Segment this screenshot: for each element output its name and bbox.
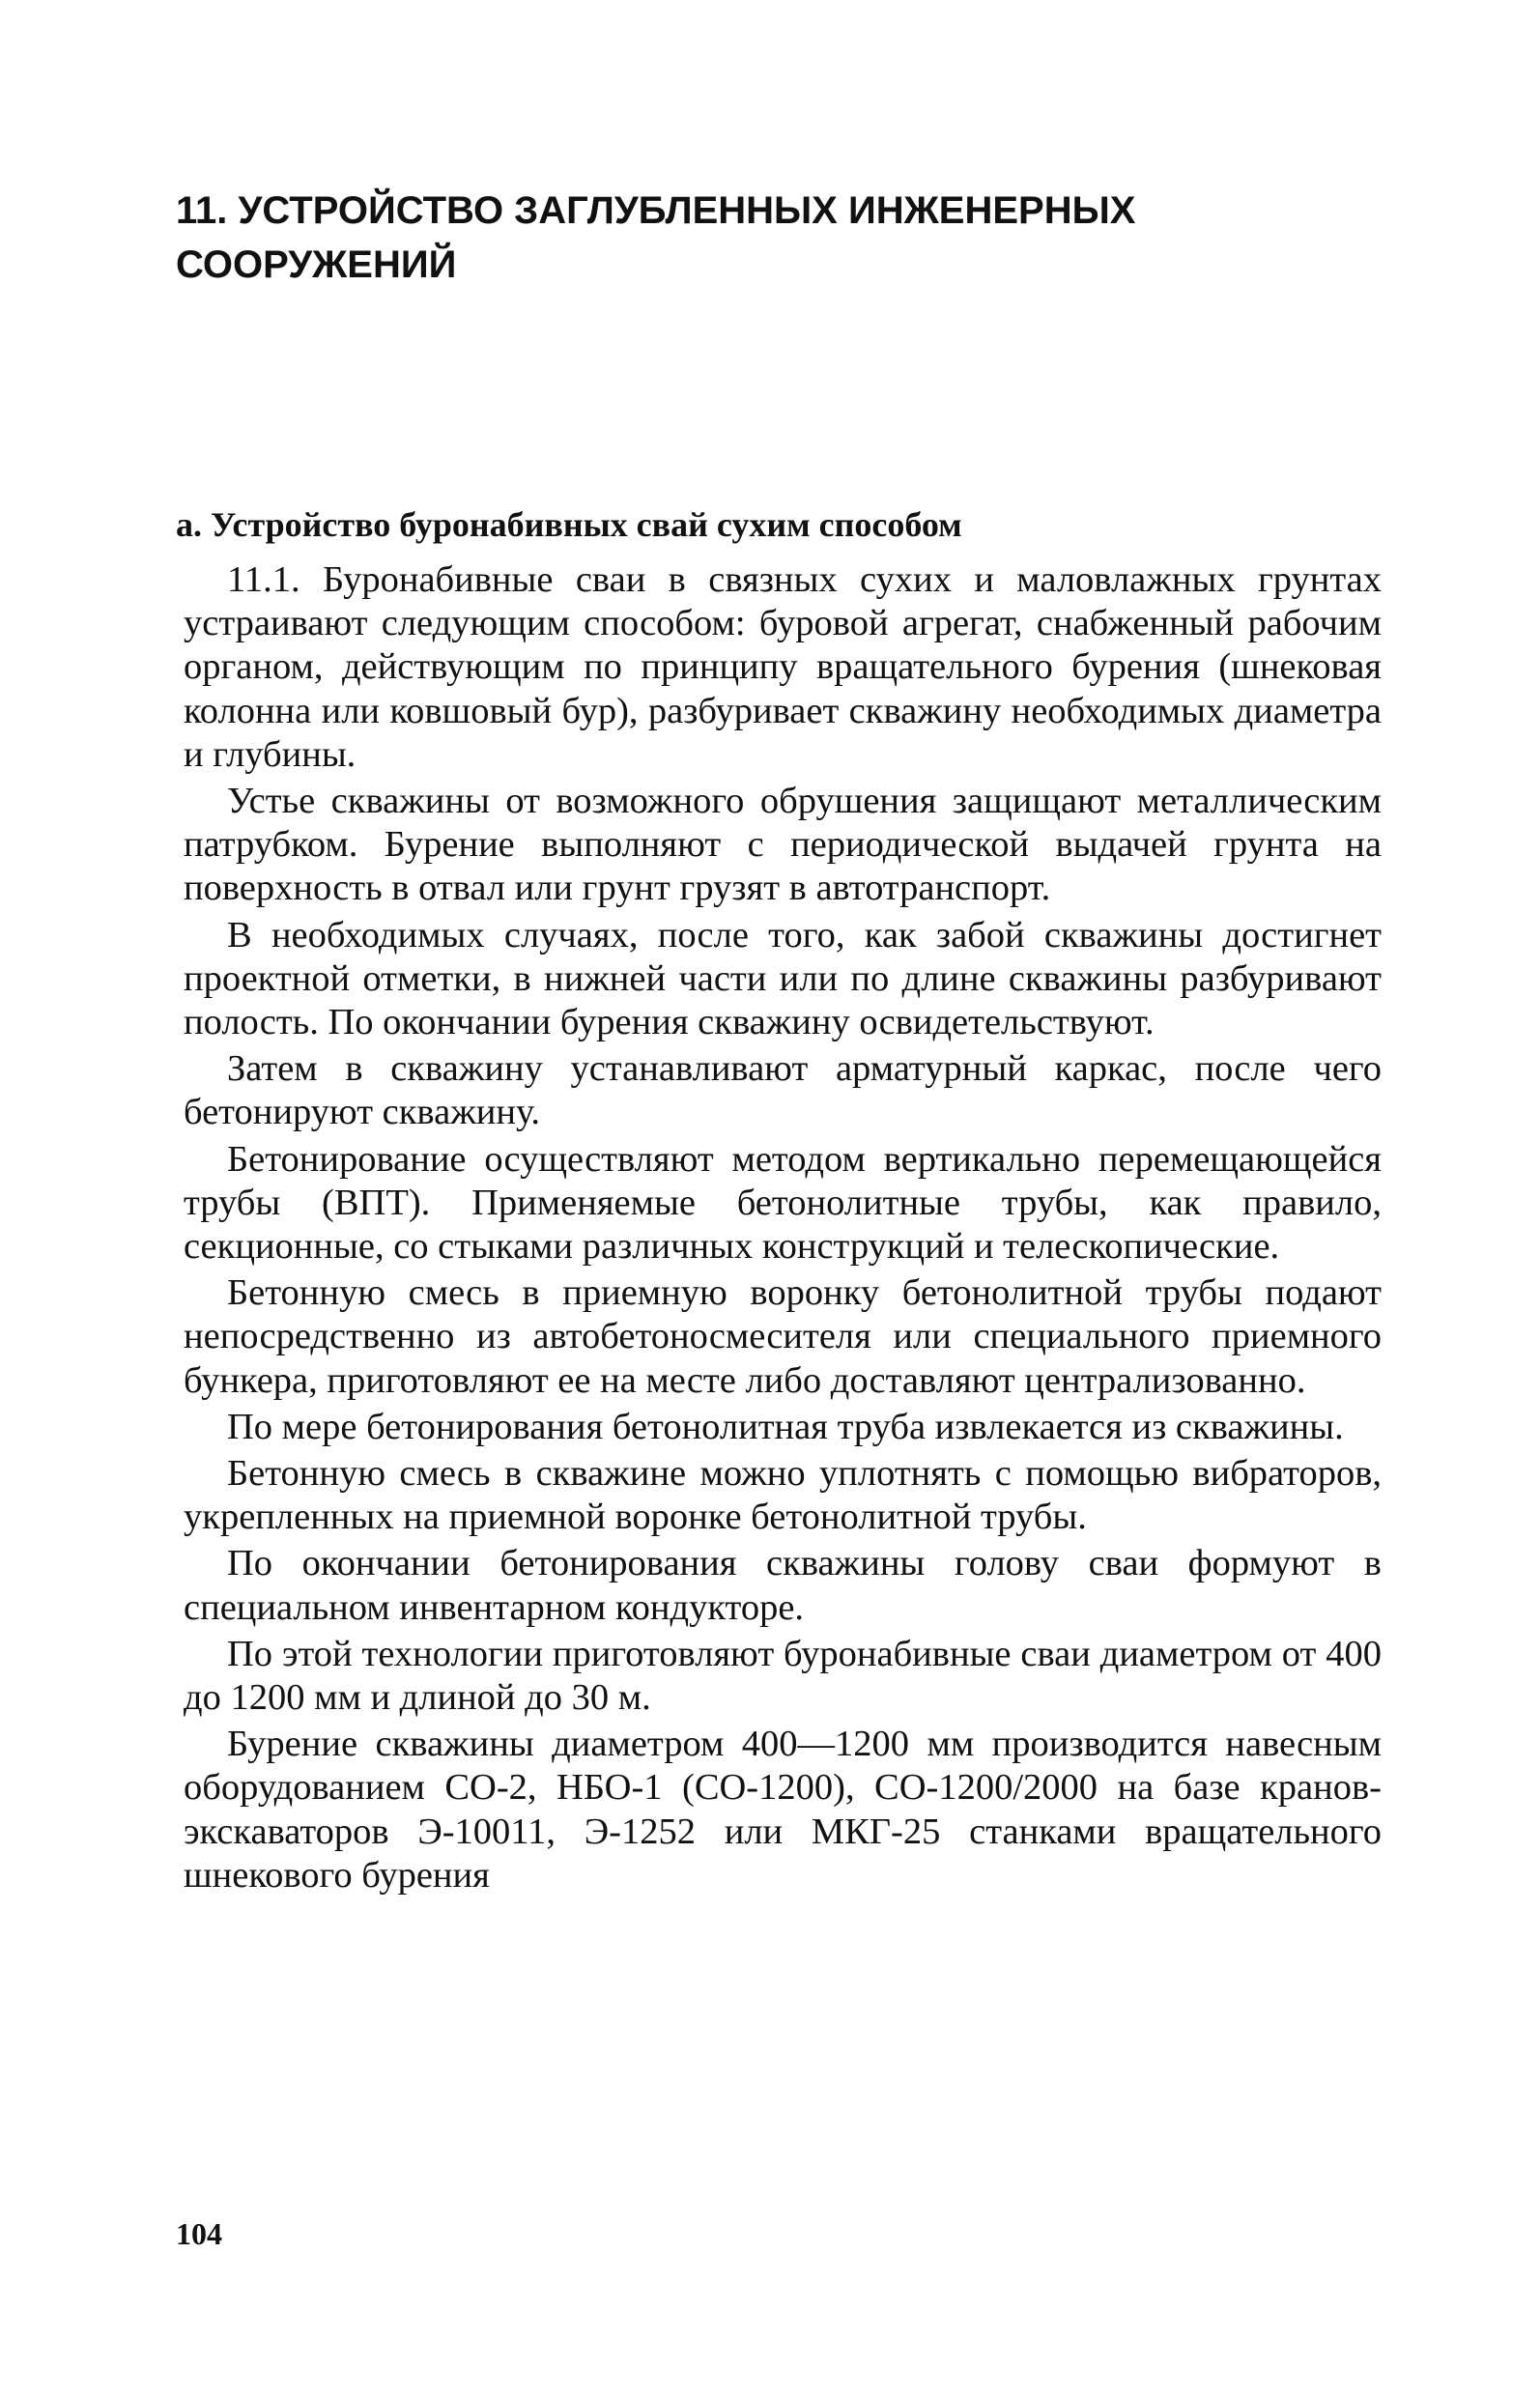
paragraph: Бетонную смесь в приемную воронку бетонолитной трубы подают непосредственно из автобетоносмесителя или специального приемного бункера, приготовляют ее на месте либо доставляют централизованно.	[184, 1272, 1382, 1401]
page-number: 104	[176, 2216, 222, 2251]
body-text	[184, 558, 1382, 1900]
paragraph: Бурение скважины диаметром 400—1200 мм производится навесным оборудованием СО-2, НБО-1 (СО-1200), СО-1200/2000 на базе кранов-экскаваторов Э-10011, Э-1252 или МКГ-25 станками вращательного шнекового бурения	[184, 1724, 1382, 1896]
paragraph: Устье скважины от возможного обрушения защищают металлическим патрубком. Бурение выполняют с периодической выдачей грунта на поверхность в отвал или грунт грузят в автотранспорт.	[184, 781, 1382, 909]
paragraph: По окончании бетонирования скважины голову сваи формуют в специальном инвентарном кондукторе.	[184, 1543, 1382, 1628]
paragraph: 11.1. Буронабивные сваи в связных сухих и маловлажных грунтах устраивают следующим способом: буровой агрегат, снабженный рабочим органом, действующим по принципу вращательного бурения (шнековая колонна или ковшовый бур), разбуривает скважину необходимых диаметра и глубины.	[184, 559, 1382, 775]
paragraph: Затем в скважину устанавливают арматурный каркас, после чего бетонируют скважину.	[184, 1048, 1382, 1133]
paragraph: Бетонирование осуществляют методом вертикально перемещающейся трубы (ВПТ). Применяемые бетонолитные трубы, как правило, секционные, со стыками различных конструкций и телескопические.	[184, 1138, 1382, 1268]
paragraph: В необходимых случаях, после того, как забой скважины достигнет проектной отметки, в нижней части или по длине скважины разбуривают полость. По окончании бурения скважину освидетельствуют.	[184, 914, 1382, 1043]
paragraph: По мере бетонирования бетонолитная труба извлекается из скважины.	[227, 1406, 1344, 1447]
paragraph: По этой технологии приготовляют буронабивные сваи диаметром от 400 до 1200 мм и длиной до 30 м.	[184, 1633, 1382, 1719]
chapter-title: 11. УСТРОЙСТВО ЗАГЛУБЛЕННЫХ ИНЖЕНЕРНЫХ СООРУЖЕНИЙ	[176, 189, 1136, 286]
section-title: а. Устройство буронабивных свай сухим способом	[176, 505, 962, 544]
paragraph: Бетонную смесь в скважине можно уплотнять с помощью вибраторов, укрепленных на приемной воронке бетонолитной трубы.	[184, 1453, 1382, 1538]
